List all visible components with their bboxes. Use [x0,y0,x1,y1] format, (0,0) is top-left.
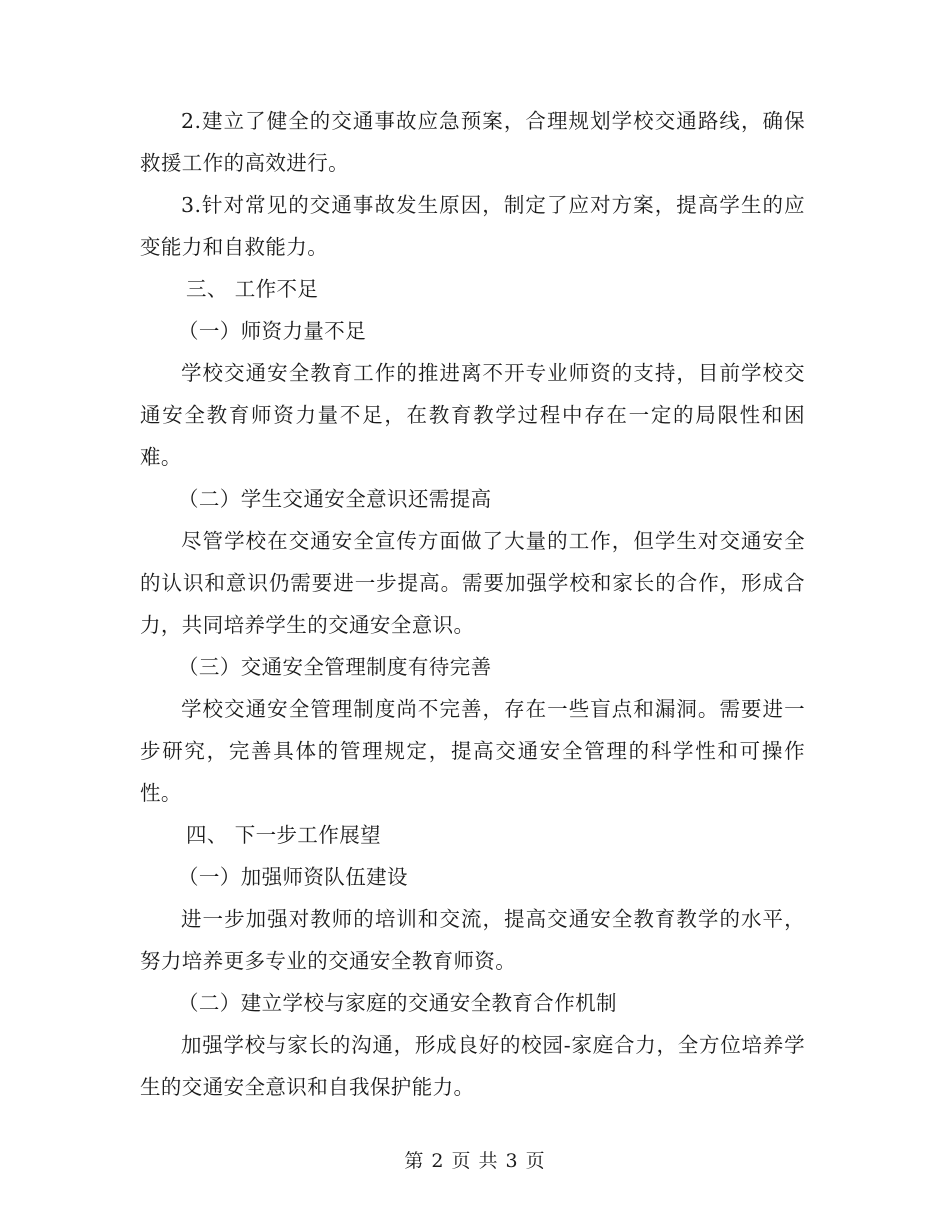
subsection-3-1-body: 学校交通安全教育工作的推进离不开专业师资的支持，目前学校交通安全教育师资力量不足，在教育教学过程中存在一定的局限性和困难。 [140,361,805,469]
document-body [140,100,805,1108]
section-3-heading: 三、 工作不足 [186,277,319,301]
subsection-3-2-body: 尽管学校在交通安全宣传方面做了大量的工作，但学生对交通安全的认识和意识仍需要进一步提高。需要加强学校和家长的合作，形成合力，共同培养学生的交通安全意识。 [140,529,805,637]
item-2-emergency-plan: 2.建立了健全的交通事故应急预案，合理规划学校交通路线，确保救援工作的高效进行。 [140,109,805,175]
subsection-3-3-heading: （三）交通安全管理制度有待完善 [178,655,492,679]
item-3-accident-causes: 3.针对常见的交通事故发生原因，制定了应对方案，提高学生的应变能力和自救能力。 [140,193,805,259]
page-number-footer: 第 2 页 共 3 页 [404,1150,546,1172]
subsection-4-1-heading: （一）加强师资队伍建设 [178,865,408,889]
section-4-heading: 四、 下一步工作展望 [186,823,382,847]
subsection-4-2-heading: （二）建立学校与家庭的交通安全教育合作机制 [178,991,617,1015]
subsection-3-3-body: 学校交通安全管理制度尚不完善，存在一些盲点和漏洞。需要进一步研究，完善具体的管理规定，提高交通安全管理的科学性和可操作性。 [140,697,805,805]
subsection-4-2-body: 加强学校与家长的沟通，形成良好的校园-家庭合力，全方位培养学生的交通安全意识和自我保护能力。 [140,1033,805,1099]
subsection-3-1-heading: （一）师资力量不足 [178,319,367,343]
subsection-4-1-body: 进一步加强对教师的培训和交流，提高交通安全教育教学的水平，努力培养更多专业的交通安全教育师资。 [140,907,805,973]
subsection-3-2-heading: （二）学生交通安全意识还需提高 [178,487,492,511]
